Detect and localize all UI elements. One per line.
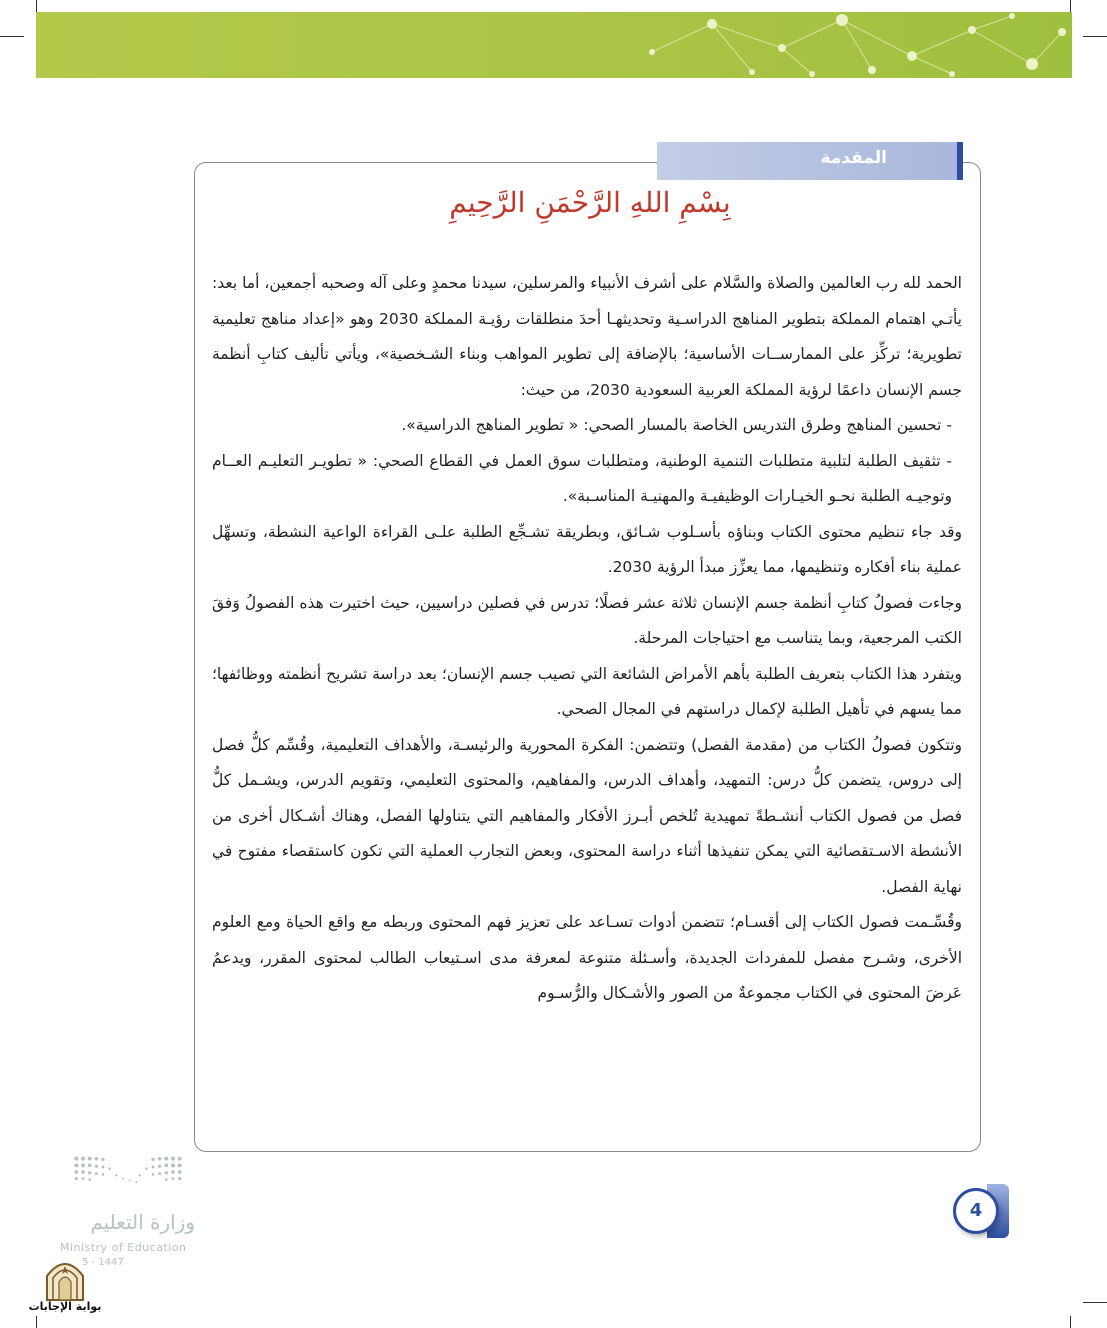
crop-mark xyxy=(36,1316,37,1328)
portal-gate-icon xyxy=(42,1256,88,1302)
crop-mark xyxy=(36,0,37,12)
page-number-badge xyxy=(947,1184,1011,1240)
section-tab xyxy=(657,142,963,180)
paragraph: وتتكون فصولُ الكتاب من (مقدمة الفصل) وتتضمن: الفكرة المحورية والرئيسـة، والأهداف التعليمية، وقُسِّم كلُّ فصل إلى دروس، يتضمن كلُّ درس: التمهيد، وأهداف الدرس، والمفاهيم، والمحتوى التعليمي، وتقويم الدرس، ويشـمل كلُّ فصل من فصول الكتاب أنشـطةً تمهيدية تُلخص أبـرز الأفكار والمفاهيم التي يتناولها الفصل، وهناك أشـكال أخرى من الأنشطة الاسـتقصائية التي يمكن تنفيذها أثناء دراسة المحتوى، وبعض التجارب العملية التي تكون كاستقصاء مفتوح في نهاية الفصل. xyxy=(212,735,962,896)
crop-mark xyxy=(1083,1302,1107,1303)
paragraph: الحمد لله رب العالمين والصلاة والسَّلام على أشرف الأنبياء والمرسلين، سيدنا محمدٍ وعلى آله وصحبه أجمعين، أما بعد: xyxy=(212,274,962,292)
molecule-network-decoration xyxy=(592,12,1072,78)
ministry-name-ar: وزارة التعليم xyxy=(90,1210,195,1234)
section-title: المقدمة xyxy=(820,148,887,168)
ministry-name-en: Ministry of Education xyxy=(60,1241,187,1254)
bullet-item: - تثقيف الطلبة لتلبية متطلبات التنمية الوطنية، ومتطلبات سوق العمل في القطاع الصحي: « تطويـر التعليـم العــام وتوجيـه الطلبة نحـو الخيـارات الوظيفيـة والمهنيـة المناسـبة». xyxy=(212,451,952,505)
introduction-text xyxy=(212,266,962,1012)
page-number: 4 xyxy=(953,1188,999,1234)
paragraph: يأتـي اهتمام المملكة بتطوير المناهج الدراسـية وتحديثهـا أحدَ منطلقات رؤيـة المملكة 2030 وهو «إعداد مناهج تعليمية تطويرية؛ تركِّز على الممارســات الأساسية؛ بالإضافة إلى تطوير المواهب وبناء الشـخصية»، ويأتي تأليف كتابِ أنظمة جسم الإنسان داعمًا لرؤية المملكة العربية السعودية 2030، من حيث: xyxy=(212,309,962,399)
paragraph: وقُسِّـمت فصول الكتاب إلى أقسـام؛ تتضمن أدوات تسـاعد على تعزيز فهم المحتوى وربطه مع واقع الحياة ومع العلوم الأخرى، وشـرح مفصل للمفردات الجديدة، وأسـئلة متنوعة لمعرفة مدى اسـتيعاب الطالب لمحتوى المقرر، ويدعمُ عَرضَ المحتوى في الكتاب مجموعةٌ من الصور والأشـكال والرُّسـوم xyxy=(212,913,962,1002)
bullet-item: - تحسين المناهج وطرق التدريس الخاصة بالمسار الصحي: « تطوير المناهج الدراسية». xyxy=(401,416,952,434)
crop-mark xyxy=(0,36,24,37)
paragraph: وقد جاء تنظيم محتوى الكتاب وبناؤه بأسـلوب شـائق، وبطريقة تشـجِّع الطلبة علـى القراءة الواعية النشطة، وتسهِّل عملية بناء أفكاره وتنظيمها، مما يعزِّز مبدأ الرؤية 2030. xyxy=(212,522,962,576)
crop-mark xyxy=(1070,1316,1071,1328)
portal-label: بوابة الإجابات xyxy=(28,1300,102,1313)
crop-mark xyxy=(1070,0,1071,12)
header-banner xyxy=(36,12,1072,78)
ministry-logo-icon xyxy=(58,1152,198,1202)
paragraph: ويتفرد هذا الكتاب بتعريف الطلبة بأهم الأمراض الشائعة التي تصيب جسم الإنسان؛ بعد دراسة تشريح أنظمته ووظائفها؛ مما يسهم في تأهيل الطلبة لإكمال دراستهم في المجال الصحي. xyxy=(212,664,962,718)
basmala-calligraphy: بِسْمِ اللهِ الرَّحْمَنِ الرَّحِيمِ xyxy=(449,186,731,219)
ministry-year: 5 - 1447 xyxy=(82,1257,124,1268)
crop-mark xyxy=(1083,36,1107,37)
paragraph: وجاءت فصولُ كتابِ أنظمة جسم الإنسان ثلاثة عشر فصلًا؛ تدرس في فصلين دراسيين، حيث اختيرت هذه الفصولُ وَفقَ الكتب المرجعية، وبما يتناسب مع احتياجات المرحلة. xyxy=(212,593,962,647)
